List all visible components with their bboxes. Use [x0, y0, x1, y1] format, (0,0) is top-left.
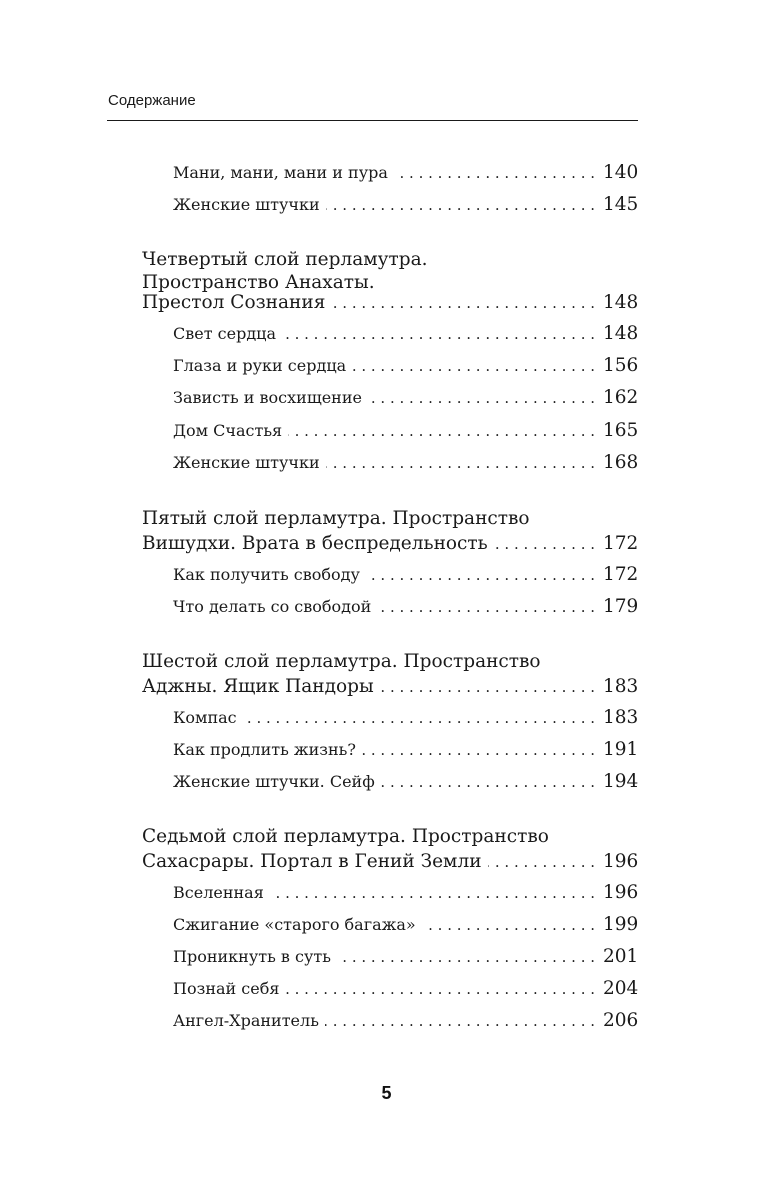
toc-entry-page: 196 — [603, 882, 639, 903]
dot-leader — [243, 709, 595, 727]
toc-entry[interactable] — [173, 946, 637, 978]
toc-chapter-title: Вишудхи. Врата в беспредельность — [142, 533, 488, 554]
dot-leader — [352, 357, 595, 375]
dot-leader — [422, 916, 595, 934]
toc-chapter-title: Аджны. Ящик Пандоры — [142, 676, 374, 697]
toc-entry-title: Глаза и руки сердца — [173, 356, 347, 375]
toc-entry[interactable] — [173, 387, 637, 419]
toc-chapter-title: Седьмой слой перламутра. Пространство — [142, 826, 549, 847]
toc-entry[interactable] — [173, 355, 637, 387]
toc-entry-title: Что делать со свободой — [173, 597, 372, 616]
toc-chapter-page: 183 — [603, 676, 639, 697]
dot-leader — [326, 196, 595, 214]
toc-entry-title: Дом Счастья — [173, 421, 283, 440]
toc-entry-title: Женские штучки — [173, 453, 320, 472]
toc-entry-page: 162 — [603, 387, 639, 408]
dot-leader — [488, 853, 595, 871]
toc-entry[interactable] — [173, 707, 637, 739]
toc-entry[interactable] — [173, 882, 637, 914]
dot-leader — [331, 294, 595, 312]
toc-entry-page: 148 — [603, 323, 639, 344]
toc-chapter-title: Шестой слой перламутра. Пространство — [142, 651, 541, 672]
toc-chapter-heading[interactable] — [142, 851, 637, 883]
toc-entry-page: 201 — [603, 946, 639, 967]
toc-entry-title: Ангел-Хранитель — [173, 1011, 319, 1030]
toc-entry-title: Женские штучки — [173, 195, 320, 214]
toc-entry-title: Как продлить жизнь? — [173, 740, 356, 759]
toc-chapter-page: 172 — [603, 533, 639, 554]
toc-entry[interactable] — [173, 771, 637, 803]
dot-leader — [270, 884, 595, 902]
toc-entry[interactable] — [173, 739, 637, 771]
toc-entry-page: 194 — [603, 771, 639, 792]
toc-entry-page: 165 — [603, 420, 639, 441]
toc-chapter-title: Сахасрары. Портал в Гений Земли — [142, 851, 482, 872]
toc-entry-title: Женские штучки. Сейф — [173, 772, 375, 791]
toc-entry-page: 199 — [603, 914, 639, 935]
toc-entry-page: 172 — [603, 564, 639, 585]
dot-leader — [362, 741, 595, 759]
toc-chapter-page: 148 — [603, 292, 639, 313]
toc-entry-title: Как получить свободу — [173, 565, 360, 584]
page-number: 5 — [381, 1083, 392, 1103]
toc-entry-title: Мани, мани, мани и пура — [173, 163, 388, 182]
dot-leader — [394, 164, 595, 182]
toc-entry-page: 191 — [603, 739, 639, 760]
toc-entry[interactable] — [173, 1010, 637, 1042]
toc-entry-page: 183 — [603, 707, 639, 728]
toc-entry[interactable] — [173, 914, 637, 946]
toc-entry-page: 156 — [603, 355, 639, 376]
toc-chapter-title: Пятый слой перламутра. Пространство — [142, 508, 530, 529]
toc-entry[interactable] — [173, 323, 637, 355]
toc-entry-page: 168 — [603, 452, 639, 473]
dot-leader — [366, 566, 595, 584]
toc-entry-title: Познай себя — [173, 979, 280, 998]
toc-entry-page: 206 — [603, 1010, 639, 1031]
toc-entry[interactable] — [173, 452, 637, 484]
toc-entry[interactable] — [173, 564, 637, 596]
toc-entry-page: 140 — [603, 162, 639, 183]
toc-entry-title: Сжигание «старого багажа» — [173, 915, 416, 934]
dot-leader — [288, 422, 595, 440]
toc-entry-page: 145 — [603, 194, 639, 215]
dot-leader — [381, 773, 595, 791]
toc-chapter-title: Четвертый слой перламутра. — [142, 249, 428, 270]
toc-entry-title: Компас — [173, 708, 237, 727]
toc-entry[interactable] — [173, 420, 637, 452]
toc-chapter-page: 196 — [603, 851, 639, 872]
toc-chapter-heading[interactable] — [142, 533, 637, 565]
dot-leader — [368, 389, 595, 407]
dot-leader — [285, 980, 595, 998]
toc-entry-title: Вселенная — [173, 883, 264, 902]
dot-leader — [325, 1012, 595, 1030]
toc-chapter-heading[interactable] — [142, 292, 637, 324]
dot-leader — [337, 948, 595, 966]
toc-chapter-title: Престол Сознания — [142, 292, 326, 313]
toc-entry[interactable] — [173, 978, 637, 1010]
dot-leader — [380, 678, 595, 696]
toc-entry-page: 179 — [603, 596, 639, 617]
dot-leader — [377, 598, 595, 616]
toc-chapter-heading[interactable] — [142, 676, 637, 708]
toc-entry-title: Проникнуть в суть — [173, 947, 331, 966]
running-head: Содержание — [108, 92, 196, 109]
dot-leader — [494, 535, 595, 553]
toc-entry[interactable] — [173, 162, 637, 194]
dot-leader — [282, 325, 595, 343]
toc-entry-title: Свет сердца — [173, 324, 277, 343]
toc-chapter-title: Пространство Анахаты. — [142, 272, 375, 293]
dot-leader — [326, 454, 595, 472]
toc-entry[interactable] — [173, 194, 637, 226]
toc-entry-page: 204 — [603, 978, 639, 999]
toc-entry-title: Зависть и восхищение — [173, 388, 362, 407]
toc-entry[interactable] — [173, 596, 637, 628]
